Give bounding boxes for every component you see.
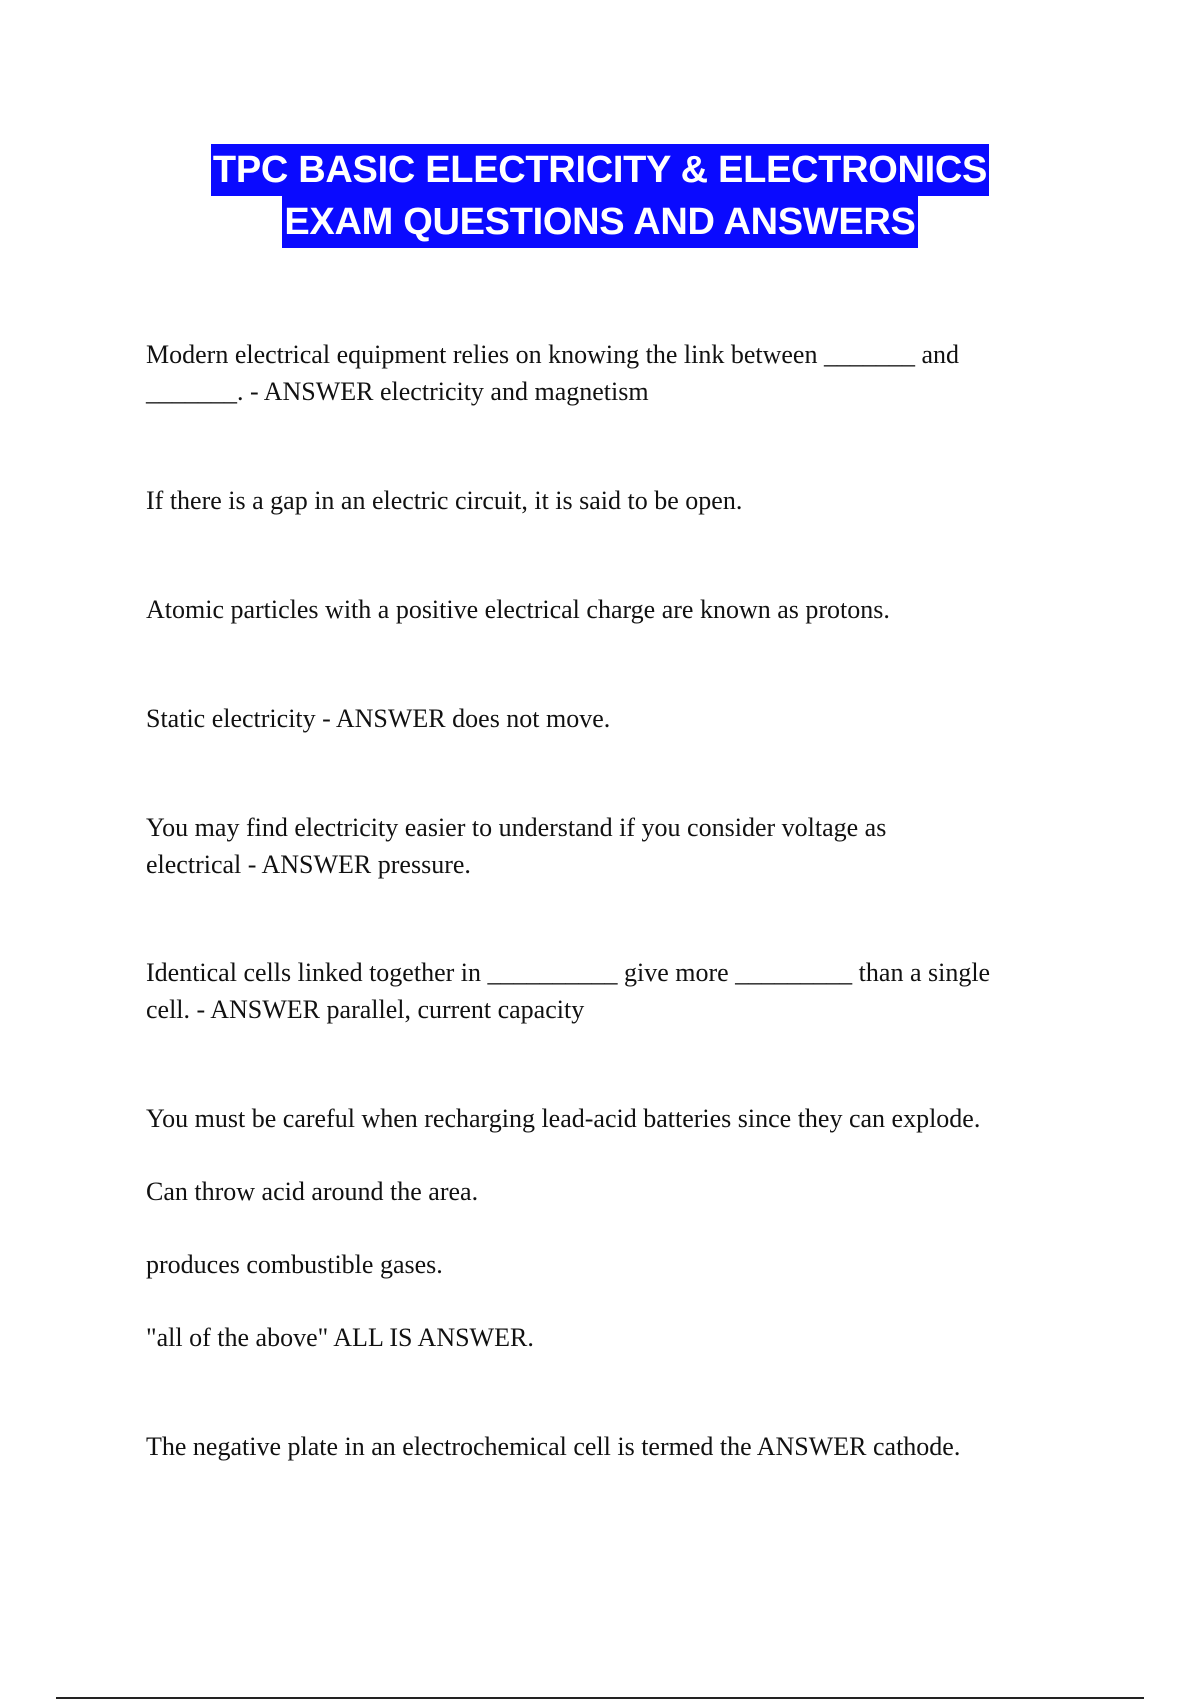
question-item: Atomic particles with a positive electrical charge are known as protons. — [146, 595, 890, 624]
question-item: The negative plate in an electrochemical cell is termed the ANSWER cathode. — [146, 1432, 961, 1461]
question-item: Identical cells linked together in __________ give more _________ than a single cell. - ANSWER parallel, current capacity — [146, 958, 991, 1024]
question-item: Can throw acid around the area. — [146, 1177, 479, 1206]
question-item: You must be careful when recharging lead-acid batteries since they can explode. — [146, 1104, 981, 1133]
question-item: Modern electrical equipment relies on knowing the link between _______ and _______. - ANSWER electricity and magnetism — [146, 340, 959, 406]
footer-rule — [56, 1697, 1144, 1699]
question-item: Static electricity - ANSWER does not move. — [146, 704, 611, 733]
question-item: produces combustible gases. — [146, 1250, 443, 1279]
question-item: "all of the above" ALL IS ANSWER. — [146, 1323, 534, 1352]
question-item: If there is a gap in an electric circuit, it is said to be open. — [146, 486, 743, 515]
question-item: You may find electricity easier to understand if you consider voltage as electrical - ANSWER pressure. — [146, 813, 887, 879]
title-line-2: EXAM QUESTIONS AND ANSWERS — [282, 196, 917, 248]
title-line-1: TPC BASIC ELECTRICITY & ELECTRONICS — [211, 144, 989, 196]
document-title — [0, 144, 1200, 248]
